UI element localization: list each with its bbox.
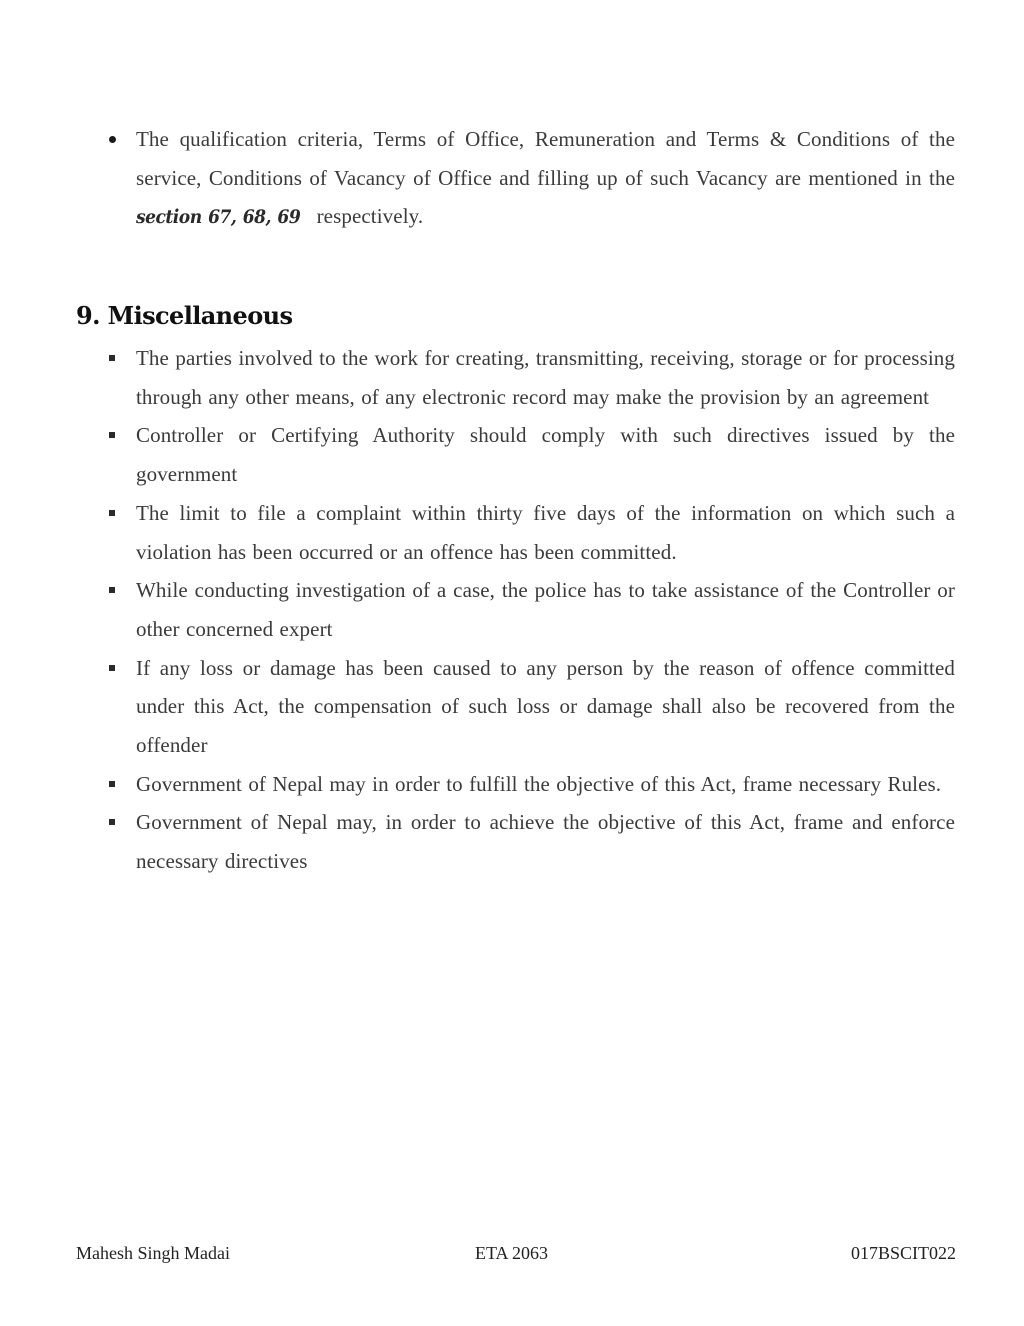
list-item	[136, 494, 955, 571]
intro-text-after: respectively.	[310, 204, 424, 229]
footer-title: ETA 2063	[475, 1243, 549, 1263]
list-item	[136, 765, 955, 804]
list-item-text: Government of Nepal may in order to fulfill the objective of this Act, frame necessary Rules.	[136, 771, 942, 796]
square-bullet-icon	[109, 587, 115, 593]
footer-roll-number: 017BSCIT022	[850, 1243, 956, 1263]
disc-bullet-icon	[109, 136, 116, 143]
list-item	[136, 803, 955, 880]
list-item-text: The parties involved to the work for creating, transmitting, receiving, storage or for processing through any other means, of any electronic record may make the provision by an agreement	[136, 346, 955, 409]
list-item	[136, 416, 955, 493]
page-footer	[76, 1243, 956, 1265]
miscellaneous-bullet-list	[136, 339, 955, 881]
square-bullet-icon	[109, 665, 115, 671]
square-bullet-icon	[109, 781, 115, 787]
intro-text-before: The qualification criteria, Terms of Office, Remuneration and Terms & Conditions of the service, Conditions of Vacancy of Office and filling up of such Vacancy are mentioned in the	[136, 127, 955, 190]
list-item	[136, 339, 955, 416]
list-item	[136, 649, 955, 765]
list-item-text: If any loss or damage has been caused to any person by the reason of offence committed under this Act, the compensation of such loss or damage shall also be recovered from the offender	[136, 655, 955, 758]
section-reference: section 67, 68, 69	[136, 206, 301, 229]
intro-list-item	[136, 120, 955, 237]
list-item-text: Controller or Certifying Authority should comply with such directives issued by the government	[136, 423, 955, 487]
square-bullet-icon	[109, 432, 115, 438]
section-heading: 9. Miscellaneous	[76, 301, 293, 330]
square-bullet-icon	[109, 510, 115, 516]
intro-bullet-list	[136, 120, 955, 237]
footer-author: Mahesh Singh Madai	[76, 1243, 230, 1263]
square-bullet-icon	[109, 819, 115, 825]
square-bullet-icon	[109, 355, 115, 361]
list-item-text: While conducting investigation of a case, the police has to take assistance of the Controller or other concerned expert	[136, 578, 955, 641]
list-item	[136, 571, 955, 648]
list-item-text: Government of Nepal may, in order to achieve the objective of this Act, frame and enforce necessary directives	[136, 810, 955, 874]
list-item-text: The limit to file a complaint within thirty five days of the information on which such a violation has been occurred or an offence has been committed.	[136, 500, 955, 564]
